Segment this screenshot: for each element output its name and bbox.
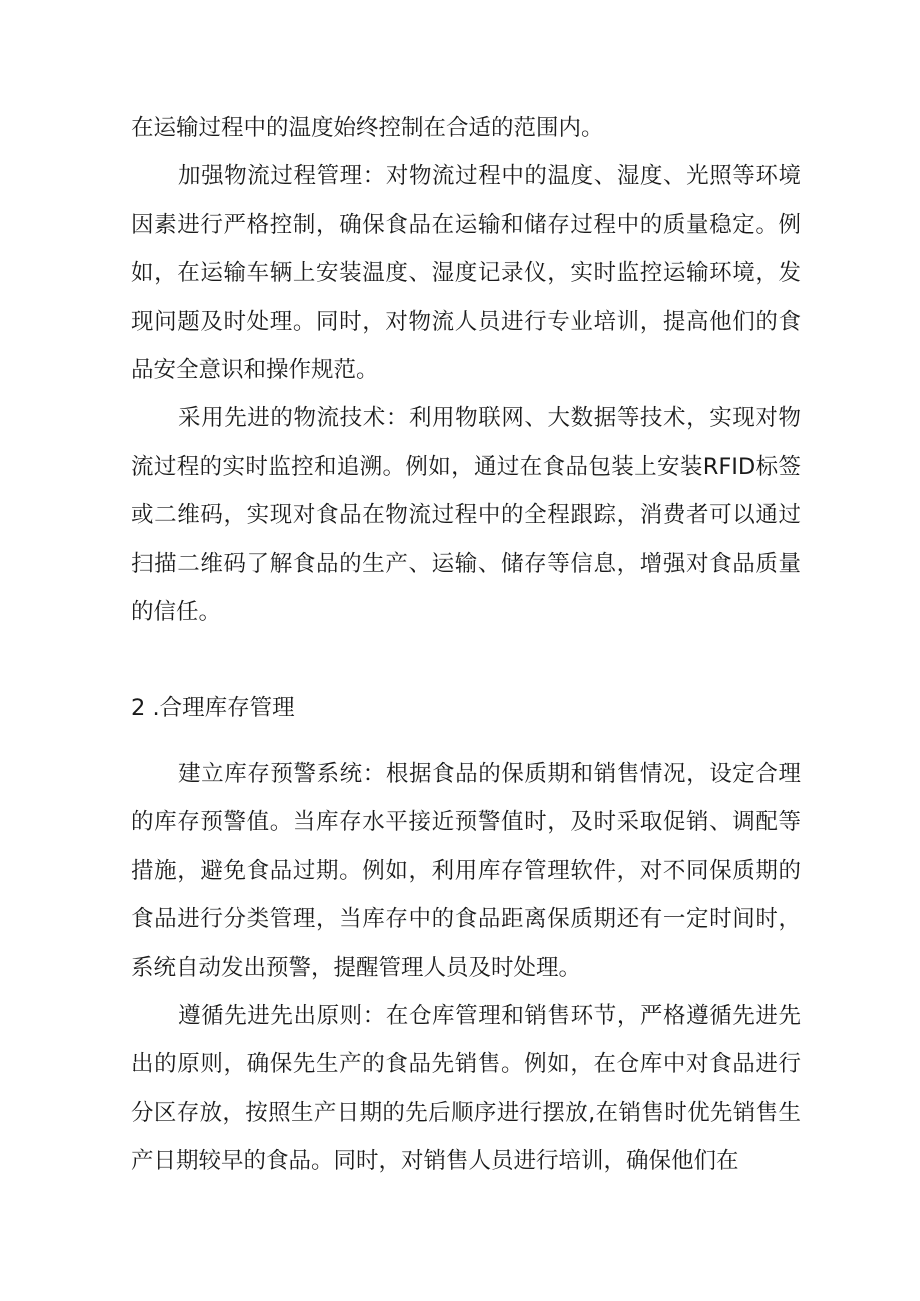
paragraph-continuation: 在运输过程中的温度始终控制在合适的范围内。	[131, 115, 604, 141]
section-heading: 2 .合理库存管理	[131, 695, 295, 722]
document-body	[131, 104, 801, 1186]
paragraph-inventory-warning: 建立库存预警系统：根据食品的保质期和销售情况，设定合理的库存预警值。当库存水平接近预警值时，及时采取促销、调配等措施，避免食品过期。例如，利用库存管理软件，对不同保质期的食品进行分类管理，当库存中的食品距离保质期还有一定时间时，系统自动发出预警，提醒管理人员及时处理。	[131, 760, 801, 981]
paragraph-fifo-principle: 遵循先进先出原则：在仓库管理和销售环节，严格遵循先进先出的原则，确保先生产的食品先销售。例如，在仓库中对食品进行分区存放，按照生产日期的先后顺序进行摆放,在销售时优先销售生产日期较早的食品。同时，对销售人员进行培训，确保他们在	[131, 1002, 801, 1175]
paragraph-logistics-management: 加强物流过程管理：对物流过程中的温度、湿度、光照等环境因素进行严格控制，确保食品在运输和储存过程中的质量稳定。例如，在运输车辆上安装温度、湿度记录仪，实时监控运输环境，发现问题及时处理。同时，对物流人员进行专业培训，提高他们的食品安全意识和操作规范。	[131, 163, 801, 384]
paragraph-logistics-technology: 采用先进的物流技术：利用物联网、大数据等技术，实现对物流过程的实时监控和追溯。例如，通过在食品包装上安装RFID标签或二维码，实现对食品在物流过程中的全程跟踪，消费者可以通过扫描二维码了解食品的生产、运输、储存等信息，增强对食品质量的信任。	[131, 405, 801, 626]
